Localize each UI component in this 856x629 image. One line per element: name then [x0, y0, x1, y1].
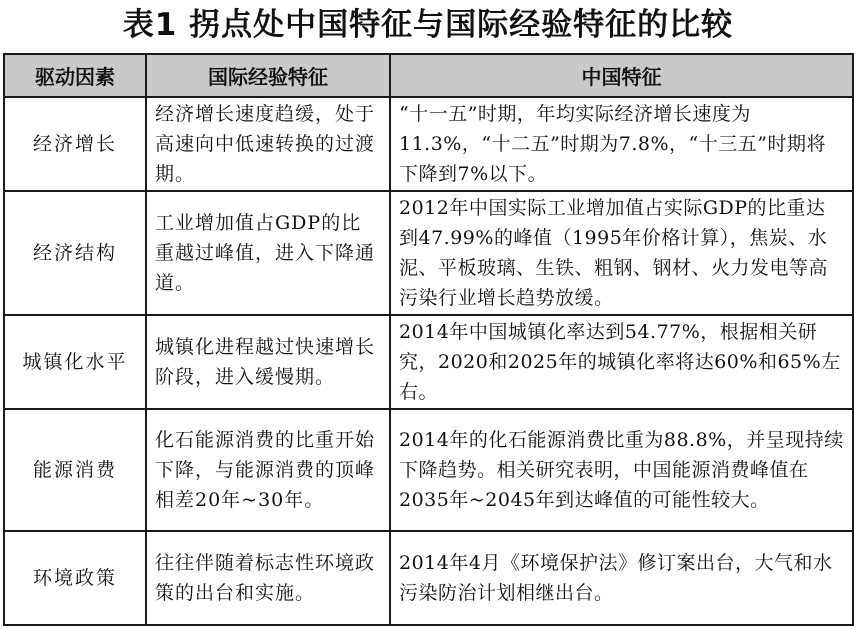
- header-driver: 驱动因素: [4, 54, 146, 97]
- china-cell: 2012年中国实际工业增加值占实际GDP的比重达到47.99%的峰值（1995年价格计算），焦炭、水泥、平板玻璃、生铁、粗钢、钢材、火力发电等高污染行业增长趋势放缓。: [390, 191, 853, 315]
- table-row: [4, 531, 853, 625]
- international-cell: 城镇化进程越过快速增长阶段，进入缓慢期。: [146, 315, 390, 409]
- table-title: 表1 拐点处中国特征与国际经验特征的比较: [122, 7, 734, 43]
- international-cell: 经济增长速度趋缓，处于高速向中低速转换的过渡期。: [146, 97, 390, 191]
- international-cell: 工业增加值占GDP的比重越过峰值，进入下降通道。: [146, 191, 390, 315]
- driver-cell: 环境政策: [4, 531, 146, 625]
- driver-cell: 经济结构: [4, 191, 146, 315]
- header-china: 中国特征: [390, 54, 853, 97]
- china-cell: 2014年的化石能源消费比重为88.8%，并呈现持续下降趋势。相关研究表明，中国能源消费峰值在2035年~2045年到达峰值的可能性较大。: [390, 409, 853, 531]
- table-header-row: [4, 54, 853, 97]
- comparison-table: [3, 53, 854, 626]
- driver-cell: 能源消费: [4, 409, 146, 531]
- driver-cell: 经济增长: [4, 97, 146, 191]
- table-row: [4, 315, 853, 409]
- driver-cell: 城镇化水平: [4, 315, 146, 409]
- header-international: 国际经验特征: [146, 54, 390, 97]
- international-cell: 往往伴随着标志性环境政策的出台和实施。: [146, 531, 390, 625]
- table-row: [4, 409, 853, 531]
- table-row: [4, 97, 853, 191]
- international-cell: 化石能源消费的比重开始下降，与能源消费的顶峰相差20年~30年。: [146, 409, 390, 531]
- china-cell: “十一五”时期，年均实际经济增长速度为11.3%，“十二五”时期为7.8%，“十三五”时期将下降到7%以下。: [390, 97, 853, 191]
- china-cell: 2014年中国城镇化率达到54.77%，根据相关研究，2020和2025年的城镇化率将达60%和65%左右。: [390, 315, 853, 409]
- china-cell: 2014年4月《环境保护法》修订案出台，大气和水污染防治计划相继出台。: [390, 531, 853, 625]
- table-row: [4, 191, 853, 315]
